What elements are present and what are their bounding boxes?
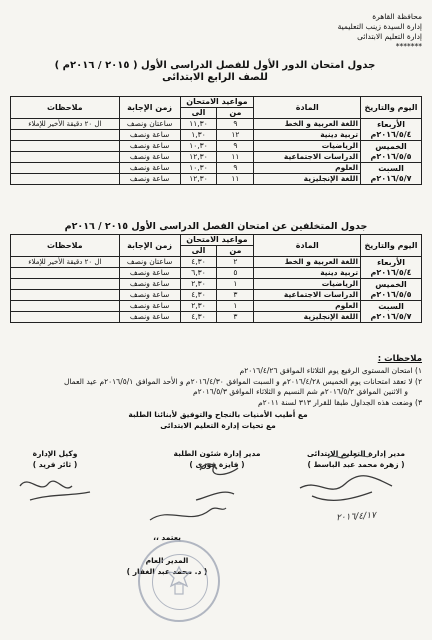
day-cell: السبت ٢٠١٦/٥/٧م — [361, 301, 422, 323]
from-cell: ١ — [217, 301, 254, 312]
col-from: من — [217, 108, 254, 119]
subject-cell: الدراسات الاجتماعية — [254, 152, 361, 163]
subject-cell: العلوم — [254, 301, 361, 312]
duration-cell: ساعة ونصف — [119, 152, 180, 163]
notes-heading: ملاحظات : — [377, 354, 422, 364]
from-cell: ١ — [217, 279, 254, 290]
col-notes: ملاحظات — [11, 235, 120, 257]
to-cell: ١٢,٣٠ — [180, 152, 217, 163]
subject-cell: تربية دينية — [254, 130, 361, 141]
duration-cell: ساعتان ونصف — [119, 257, 180, 268]
subject-cell: اللغة الإنجليزية — [254, 312, 361, 323]
subject-cell: الرياضيات — [254, 141, 361, 152]
duration-cell: ساعة ونصف — [119, 279, 180, 290]
col-day: اليوم والتاريخ — [361, 97, 422, 119]
from-cell: ١١ — [217, 174, 254, 185]
director-signature: مدير إدارة التعليم الابتدائى ( زهرة محمد عبد الباسط ) — [306, 449, 406, 469]
subject-cell: اللغة العربية و الخط — [254, 119, 361, 130]
duration-cell: ساعة ونصف — [119, 301, 180, 312]
day-cell: السبت ٢٠١٦/٥/٧م — [361, 163, 422, 185]
from-cell: ٥ — [217, 268, 254, 279]
from-cell: ٣ — [217, 312, 254, 323]
to-cell: ١٢,٣٠ — [180, 174, 217, 185]
makeup-exam-title: جدول المتخلفين عن امتحان الفصل الدراسى الأول ٢٠١٥ / ٢٠١٦م — [64, 221, 368, 232]
note-item: ٣) وضعت هذه الجداول طبقا للقرار ٣١٣ لسنة ٢٠١١م — [258, 397, 422, 407]
subject-cell: الرياضيات — [254, 279, 361, 290]
col-subject: المادة — [254, 235, 361, 257]
day-cell: الأربعاء ٢٠١٦/٥/٤م — [361, 257, 422, 279]
note-item: ٢) لا تعقد امتحانات يوم الخميس ٢٠١٦/٤/٢٨م و السبت الموافق ٢٠١٦/٤/٣٠م و الأحد الموافق ٢٠١٦/٥/١م عيد العمال — [63, 376, 422, 386]
to-cell: ١١,٣٠ — [180, 119, 217, 130]
to-cell: ٦,٣٠ — [180, 268, 217, 279]
col-to: الى — [180, 108, 217, 119]
subject-cell: اللغة الإنجليزية — [254, 174, 361, 185]
affairs-signature: مدير إدارة شئون الطلبة ( فايزة فوزى ) — [173, 449, 261, 469]
from-cell: ٣ — [217, 290, 254, 301]
subject-cell: اللغة العربية و الخط — [254, 257, 361, 268]
governorate: محافظة القاهرة — [372, 12, 422, 21]
general-manager-signature: يعتمد ،، المدير العام ( د. محمد عبد الغفار ) — [126, 533, 208, 576]
department: إدارة التعليم الابتدائى — [357, 32, 422, 41]
regards-line: مع تحيات إدارة التعليم الابتدائى — [160, 420, 276, 430]
col-duration: زمن الإجابة — [119, 97, 180, 119]
to-cell: ١٠,٣٠ — [180, 141, 217, 152]
col-day: اليوم والتاريخ — [361, 235, 422, 257]
note-item: و الاثنين الموافق ٢٠١٦/٥/٢م شم النسيم و الثلاثاء الموافق ٢٠١٦/٥/٣م — [192, 387, 408, 396]
title-line-1: جدول امتحان الدور الأول للفصل الدراسى الأول ( ٢٠١٥ / ٢٠١٦م ) — [54, 60, 376, 71]
deputy-signature: وكيل الإدارة ( ثائر فريد ) — [32, 449, 78, 469]
to-cell: ٤,٣٠ — [180, 290, 217, 301]
to-cell: ٢,٣٠ — [180, 279, 217, 290]
day-cell: الأربعاء ٢٠١٦/٥/٤م — [361, 119, 422, 141]
col-to: الى — [180, 246, 217, 257]
note-item: ١) امتحان المستوى الرفيع يوم الثلاثاء الموافق ٢٠١٦/٤/٢٦م — [239, 366, 422, 375]
subject-cell: العلوم — [254, 163, 361, 174]
duration-cell: ساعة ونصف — [119, 312, 180, 323]
to-cell: ١,٣٠ — [180, 130, 217, 141]
wishes-line: مع أطيب الأمنيات بالنجاح والتوفيق لأبنائنا الطلبة — [128, 410, 308, 419]
col-times: مواعيد الامتحان — [180, 235, 254, 246]
title-line-2: للصف الرابع الابتدائى — [162, 72, 268, 83]
note-cell: ال ٢٠ دقيقة الأخير للإملاء — [11, 119, 120, 130]
subject-cell: تربية دينية — [254, 268, 361, 279]
subject-cell: الدراسات الاجتماعية — [254, 290, 361, 301]
note-cell: ال ٢٠ دقيقة الأخير للإملاء — [11, 257, 120, 268]
from-cell: ٩ — [217, 141, 254, 152]
from-cell: ١١ — [217, 152, 254, 163]
to-cell: ٢,٣٠ — [180, 301, 217, 312]
from-cell: ١٢ — [217, 130, 254, 141]
col-duration: زمن الإجابة — [119, 235, 180, 257]
day-cell: الخميس ٢٠١٦/٥/٥م — [361, 141, 422, 163]
col-from: من — [217, 246, 254, 257]
to-cell: ١٠,٣٠ — [180, 163, 217, 174]
duration-cell: ساعة ونصف — [119, 141, 180, 152]
from-cell: ٩ — [217, 163, 254, 174]
day-cell: الخميس ٢٠١٦/٥/٥م — [361, 279, 422, 301]
from-cell: ٩ — [217, 119, 254, 130]
col-subject: المادة — [254, 97, 361, 119]
col-times: مواعيد الامتحان — [180, 97, 254, 108]
handwritten-date: ٢٠١٦/٤/١٧ — [335, 510, 377, 524]
official-seal-icon — [138, 540, 220, 622]
duration-cell: ساعة ونصف — [119, 130, 180, 141]
from-cell: ٢ — [217, 257, 254, 268]
directorate: إدارة السيدة زينب التعليمية — [337, 22, 422, 31]
duration-cell: ساعة ونصف — [119, 268, 180, 279]
to-cell: ٤,٣٠ — [180, 257, 217, 268]
stars-divider: ******* — [395, 42, 422, 51]
duration-cell: ساعة ونصف — [119, 163, 180, 174]
to-cell: ٤,٣٠ — [180, 312, 217, 323]
duration-cell: ساعة ونصف — [119, 290, 180, 301]
duration-cell: ساعتان ونصف — [119, 119, 180, 130]
duration-cell: ساعة ونصف — [119, 174, 180, 185]
col-notes: ملاحظات — [11, 97, 120, 119]
